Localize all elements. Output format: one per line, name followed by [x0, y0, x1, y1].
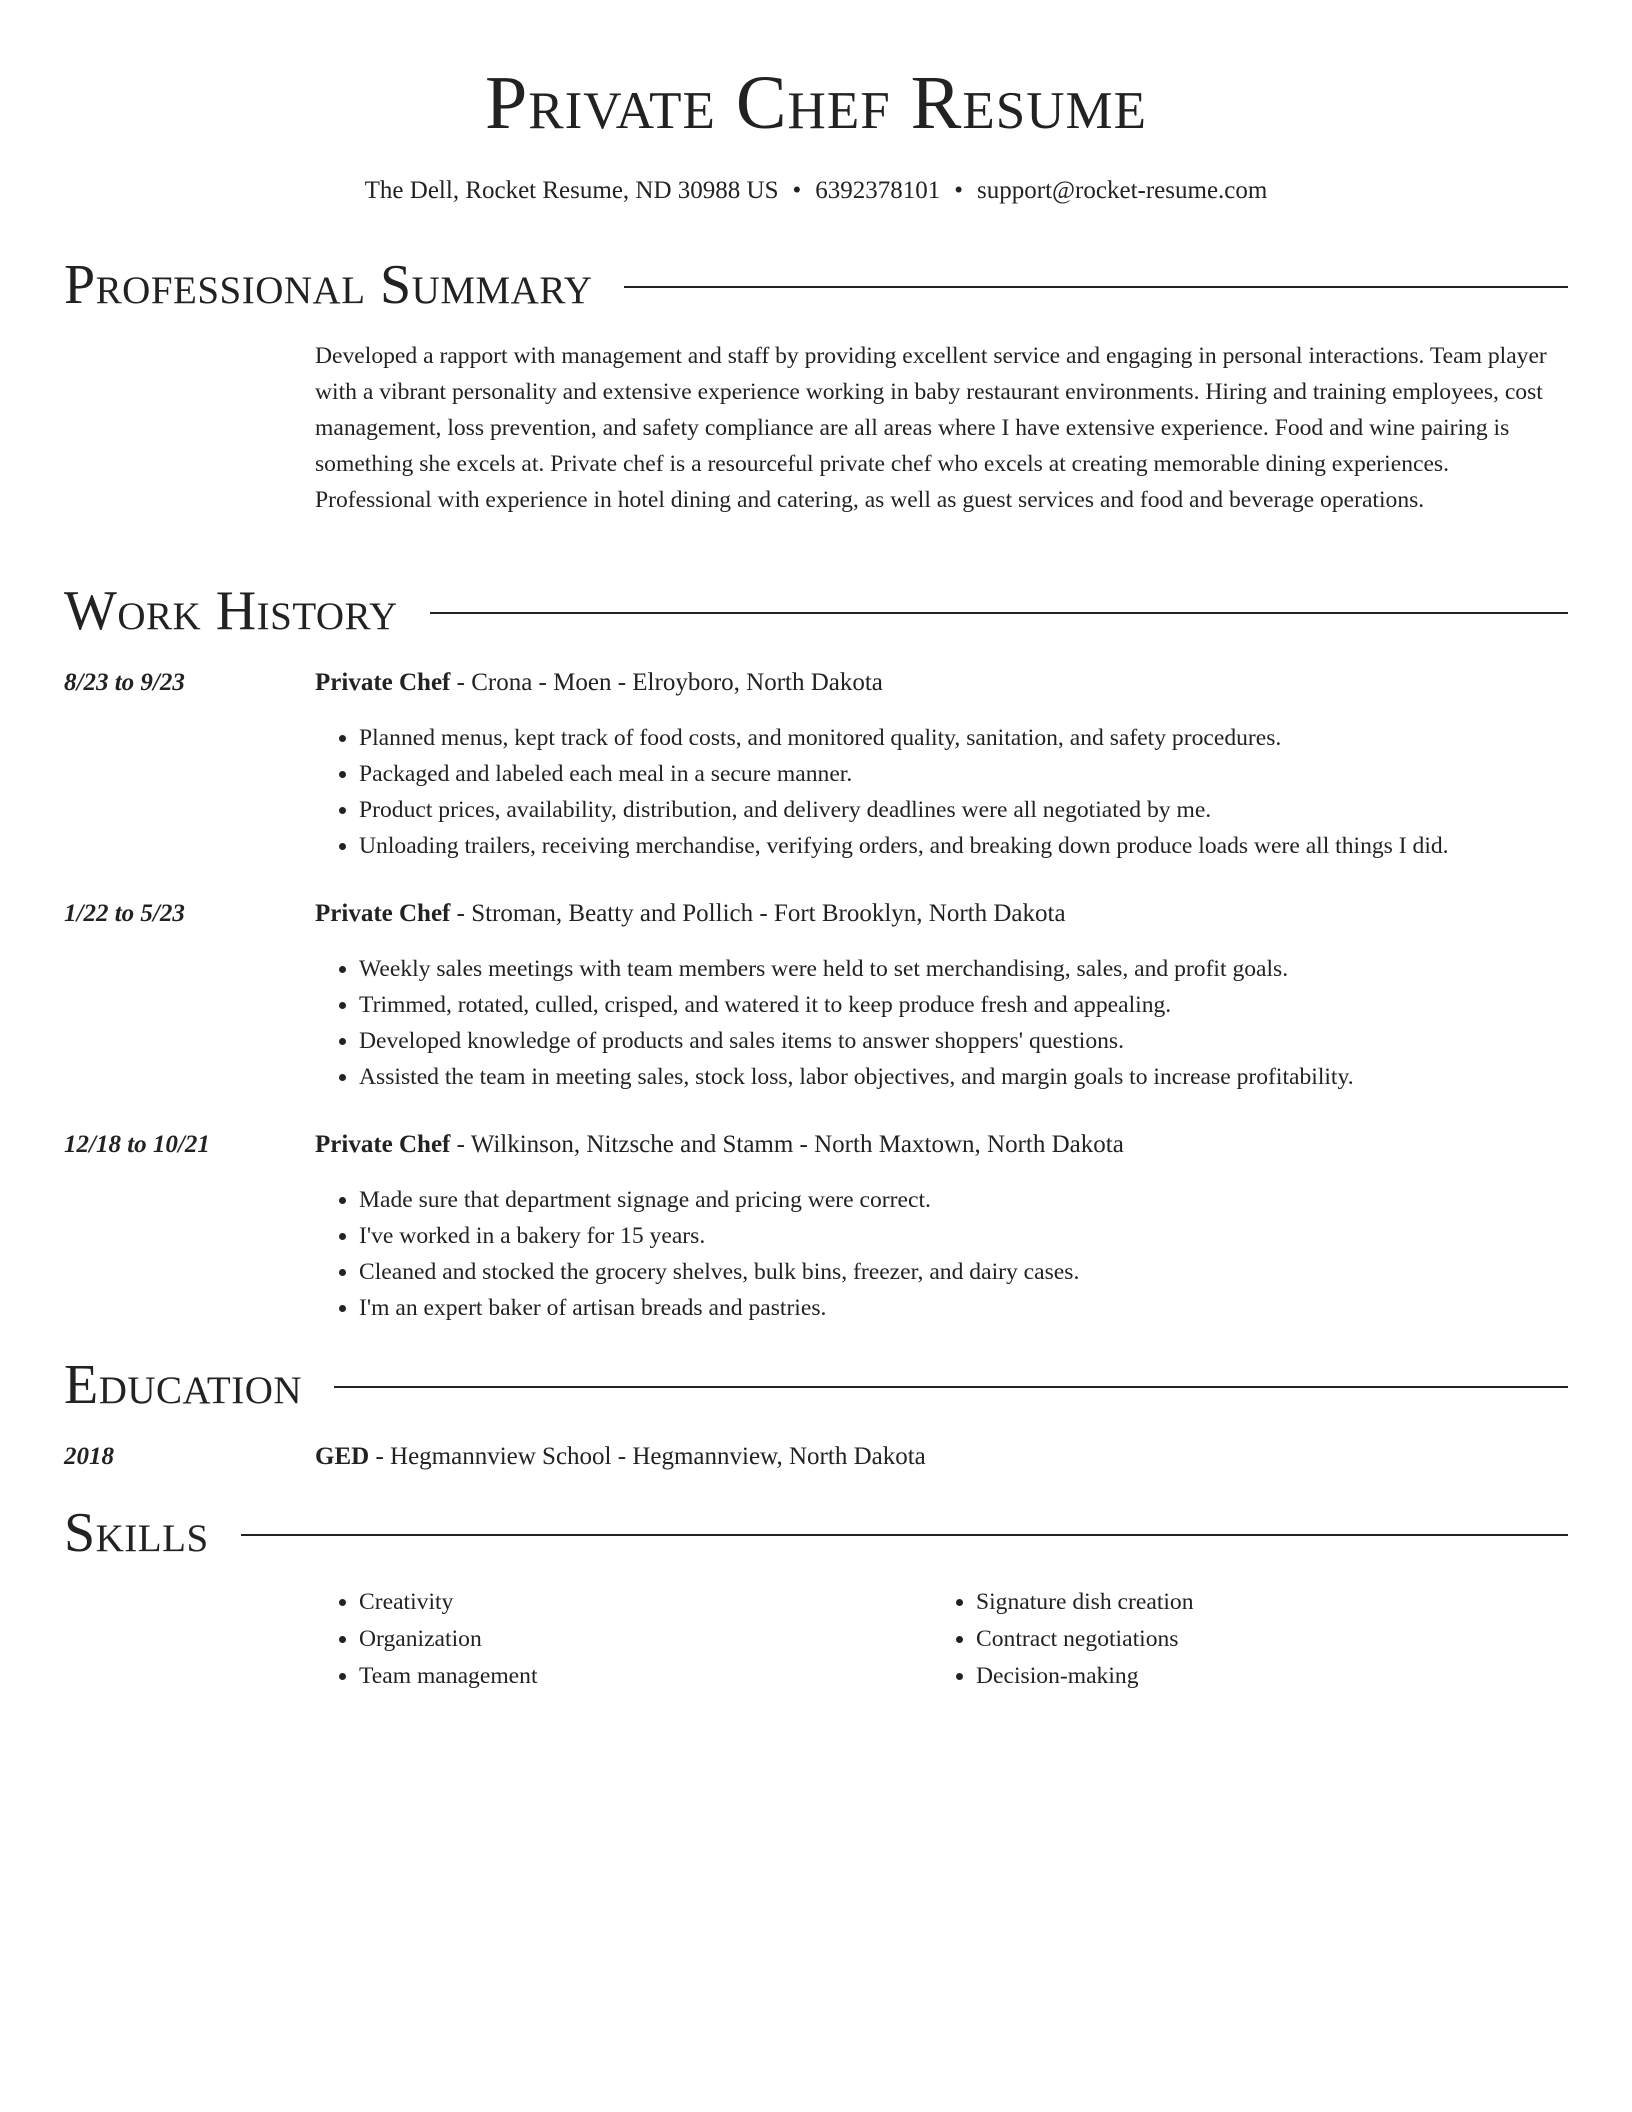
contact-separator: • [954, 177, 964, 204]
list-item: • Developed knowledge of products and sales items to answer shoppers' questions. [359, 1023, 1614, 1059]
section-divider [334, 1386, 1568, 1388]
skill-item: • Creativity [359, 1584, 919, 1621]
list-item: • Made sure that department signage and pricing were correct. [359, 1182, 1614, 1218]
list-item: • Assisted the team in meeting sales, stock loss, labor objectives, and margin goals to increase profitability. [359, 1059, 1614, 1095]
job-role: Private Chef [315, 669, 451, 696]
section-title: Skills [64, 1502, 209, 1564]
section-title: Education [64, 1354, 303, 1416]
job-title-line [315, 897, 1570, 931]
job-details: - Crona - Moen - Elroyboro, North Dakota [450, 669, 883, 696]
skills-list-left [315, 1584, 919, 1695]
section-divider [624, 286, 1568, 288]
contact-email: support@rocket-resume.com [977, 177, 1268, 204]
section-header-work [64, 578, 1568, 644]
list-item: • Weekly sales meetings with team members were held to set merchandising, sales, and profit goals. [359, 951, 1614, 987]
skill-item: • Organization [359, 1621, 919, 1658]
list-item: • Cleaned and stocked the grocery shelves, bulk bins, freezer, and dairy cases. [359, 1254, 1614, 1290]
education-details: - Hegmannview School - Hegmannview, North Dakota [369, 1443, 926, 1470]
skill-item: • Contract negotiations [976, 1621, 1576, 1658]
contact-separator: • [792, 177, 802, 204]
contact-line [0, 175, 1632, 207]
skills-list-right [932, 1584, 1576, 1695]
education-degree: GED [315, 1443, 370, 1470]
job-details: - Stroman, Beatty and Pollich - Fort Brooklyn, North Dakota [450, 900, 1066, 927]
job-bullets [315, 951, 1614, 1095]
section-title: Work History [64, 580, 398, 642]
list-item: • Unloading trailers, receiving merchandise, verifying orders, and breaking down produce loads were all things I did. [359, 828, 1614, 864]
skill-item: • Signature dish creation [976, 1584, 1576, 1621]
list-item: • I've worked in a bakery for 15 years. [359, 1218, 1614, 1254]
job-bullets [315, 720, 1614, 864]
section-divider [241, 1534, 1568, 1536]
job-role: Private Chef [315, 1131, 451, 1158]
list-item: • Planned menus, kept track of food costs, and monitored quality, sanitation, and safety procedures. [359, 720, 1614, 756]
section-header-education [64, 1352, 1568, 1418]
list-item: • Trimmed, rotated, culled, crisped, and watered it to keep produce fresh and appealing. [359, 987, 1614, 1023]
list-item: • I'm an expert baker of artisan breads and pastries. [359, 1290, 1614, 1326]
job-role: Private Chef [315, 900, 451, 927]
section-header-skills [64, 1500, 1568, 1566]
job-dates: 8/23 to 9/23 [64, 669, 185, 696]
education-line [315, 1440, 1570, 1474]
job-bullets [315, 1182, 1614, 1326]
job-dates: 12/18 to 10/21 [64, 1131, 210, 1158]
summary-text: Developed a rapport with management and staff by providing excellent service and engaging in personal interactions. Team player with a vibrant personality and extensive experience working in baby restaurant environments. Hiring and training employees, cost management, loss prevention, and safety compliance are all areas where I have extensive experience. Food and wine pairing is something she excels at. Private chef is a resourceful private chef who excels at creating memorable dining experiences. Professional with experience in hotel dining and catering, as well as guest services and food and beverage operations. [315, 343, 1547, 513]
job-title-line [315, 1128, 1570, 1162]
skill-item: • Decision-making [976, 1658, 1576, 1695]
job-dates: 1/22 to 5/23 [64, 900, 185, 927]
education-year: 2018 [64, 1443, 114, 1470]
contact-phone: 6392378101 [815, 177, 941, 204]
section-title: Professional Summary [64, 254, 593, 316]
list-item: • Packaged and labeled each meal in a secure manner. [359, 756, 1614, 792]
job-title-line [315, 666, 1570, 700]
contact-address: The Dell, Rocket Resume, ND 30988 US [364, 177, 779, 204]
resume-title: Private Chef Resume [485, 61, 1147, 145]
skill-item: • Team management [359, 1658, 919, 1695]
list-item: • Product prices, availability, distribution, and delivery deadlines were all negotiated by me. [359, 792, 1614, 828]
section-header-summary [64, 252, 1568, 318]
job-details: - Wilkinson, Nitzsche and Stamm - North Maxtown, North Dakota [450, 1131, 1124, 1158]
section-divider [430, 612, 1568, 614]
